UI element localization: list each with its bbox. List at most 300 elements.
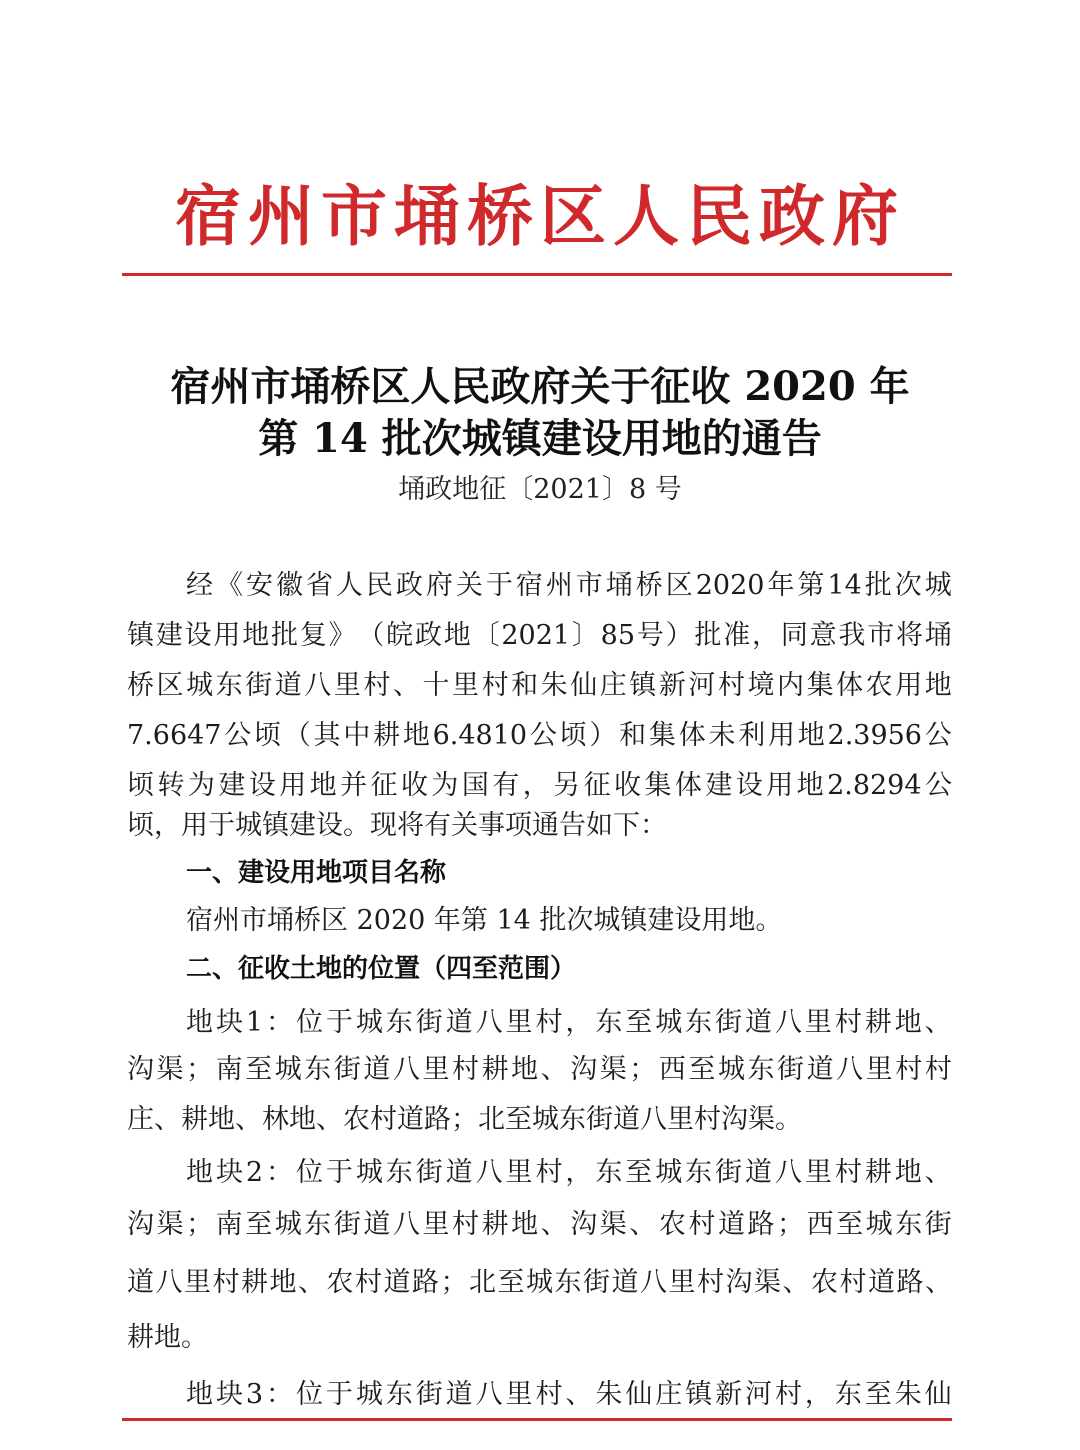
glyph: 西	[806, 1209, 834, 1240]
glyph: 庄	[599, 670, 627, 701]
glyph: 农	[865, 670, 893, 701]
glyph: 八	[475, 1379, 503, 1410]
glyph: 至	[688, 1054, 716, 1085]
glyph: 街	[415, 1007, 443, 1038]
glyph: 、	[298, 1267, 325, 1298]
glyph: ；	[440, 1267, 468, 1298]
document-title-line-2: 第 14 批次城镇建设用地的通告	[258, 415, 822, 462]
paragraph-line	[186, 568, 952, 604]
glyph: 《	[215, 570, 243, 601]
glyph: 城	[865, 1209, 893, 1240]
glyph: 收	[614, 770, 641, 801]
glyph: 渠	[754, 1267, 781, 1298]
glyph: 境	[747, 670, 775, 701]
glyph: 仙	[570, 670, 598, 701]
glyph: 体	[678, 720, 706, 751]
glyph: 公	[224, 720, 252, 751]
glyph: 准	[723, 620, 751, 651]
glyph: 村	[697, 1267, 724, 1298]
glyph: 八	[836, 1054, 864, 1085]
glyph: 埇	[605, 570, 633, 601]
glyph: 至	[836, 1209, 864, 1240]
glyph: 街	[777, 1054, 805, 1085]
glyph: ，	[522, 770, 550, 801]
glyph: 2.3956	[827, 720, 922, 751]
glyph: 3	[245, 1379, 264, 1410]
glyph: 里	[505, 1379, 533, 1410]
glyph: 、	[782, 1267, 810, 1298]
glyph: 号	[636, 620, 664, 651]
glyph: 朱	[894, 1379, 922, 1410]
glyph: 桥	[127, 670, 154, 701]
glyph: 沟	[570, 1209, 598, 1240]
glyph: 路	[896, 1267, 924, 1298]
glyph: 街	[583, 1267, 610, 1298]
glyph: 位	[295, 1157, 323, 1188]
glyph: 城	[526, 1267, 553, 1298]
glyph: 八	[774, 1007, 802, 1038]
glyph: 用	[213, 620, 241, 651]
glyph: 地	[186, 1007, 213, 1038]
glyph: 集	[648, 720, 676, 751]
glyph: 用	[767, 720, 795, 751]
glyph: 南	[215, 1209, 243, 1240]
glyph: 地	[443, 620, 471, 651]
glyph: 仙	[625, 1379, 653, 1410]
glyph: 城	[186, 670, 214, 701]
glyph: 渠	[156, 1209, 184, 1240]
glyph: ；	[777, 1209, 805, 1240]
glyph: 农	[326, 1267, 354, 1298]
glyph: 地	[269, 1267, 297, 1298]
letterhead-red-rule	[122, 273, 952, 276]
glyph: （	[357, 620, 385, 651]
glyph: 位	[295, 1007, 323, 1038]
glyph: 、	[629, 1209, 657, 1240]
glyph: 道	[363, 1054, 391, 1085]
glyph: 顷	[254, 720, 282, 751]
glyph: 国	[461, 770, 489, 801]
glyph: 东	[595, 1157, 623, 1188]
glyph: 东	[215, 670, 243, 701]
glyph: 于	[325, 1379, 353, 1410]
glyph: 至	[864, 1379, 892, 1410]
glyph: 利	[738, 720, 766, 751]
glyph: 公	[529, 720, 557, 751]
glyph: 征	[583, 770, 611, 801]
glyph: 中	[343, 720, 371, 751]
glyph: 里	[505, 1007, 533, 1038]
glyph: 农	[658, 1209, 686, 1240]
glyph: ：	[266, 1157, 293, 1188]
glyph: 河	[745, 1379, 772, 1410]
glyph: ）	[589, 720, 617, 751]
glyph: 内	[777, 670, 805, 701]
glyph: 十	[422, 670, 450, 701]
glyph: 耕	[864, 1007, 892, 1038]
glyph: 村	[481, 670, 509, 701]
glyph: 八	[640, 1267, 667, 1298]
glyph: 复	[299, 620, 327, 651]
glyph: 85	[600, 620, 636, 651]
glyph: ，	[565, 1007, 593, 1038]
glyph: 用	[279, 770, 307, 801]
glyph: 有	[492, 770, 520, 801]
glyph: 八	[475, 1007, 503, 1038]
glyph: 公	[924, 720, 952, 751]
section-heading-2: 二、征收土地的位置（四至范围）	[186, 954, 577, 984]
glyph: 路	[412, 1267, 439, 1298]
glyph: 、	[392, 670, 420, 701]
glyph: 建	[218, 770, 246, 801]
glyph: 里	[865, 1054, 893, 1085]
glyph: 路	[747, 1209, 775, 1240]
glyph: 里	[333, 670, 361, 701]
glyph: 村	[535, 1157, 563, 1188]
glyph: 政	[414, 620, 442, 651]
glyph: 用	[766, 770, 794, 801]
glyph: 批	[694, 620, 722, 651]
glyph: 为	[187, 770, 215, 801]
glyph: 地	[402, 720, 430, 751]
glyph: 将	[896, 620, 923, 651]
paragraph-line	[127, 618, 952, 654]
glyph: 用	[895, 670, 923, 701]
glyph: 村	[839, 1267, 867, 1298]
glyph: 街	[924, 1209, 952, 1240]
glyph: 2021	[501, 620, 571, 651]
glyph: 位	[295, 1379, 323, 1410]
glyph: 顷	[127, 770, 154, 801]
glyph: ；	[186, 1209, 214, 1240]
glyph: 耕	[241, 1267, 268, 1298]
glyph: 意	[809, 620, 837, 651]
glyph: 道	[445, 1379, 473, 1410]
plot-3-line	[186, 1377, 952, 1413]
paragraph-line	[127, 718, 952, 754]
glyph: 农	[811, 1267, 838, 1298]
glyph: 同	[780, 620, 808, 651]
glyph: 东	[554, 1267, 582, 1298]
glyph: 地	[186, 1157, 213, 1188]
plot-2-line	[127, 1207, 952, 1243]
glyph: 埇	[924, 620, 952, 651]
glyph: 村	[895, 1054, 923, 1085]
glyph: 地	[894, 1007, 922, 1038]
glyph: 村	[452, 1209, 480, 1240]
paragraph-line-last: 顷，用于城镇建设。现将有关事项通告如下：	[127, 810, 667, 841]
glyph: 城	[655, 1007, 683, 1038]
glyph: 建	[155, 620, 183, 651]
glyph: 西	[658, 1054, 686, 1085]
section-heading-1: 一、建设用地项目名称	[186, 858, 447, 888]
plot-2-line-last: 耕地。	[127, 1322, 208, 1353]
glyph: 地	[511, 1054, 539, 1085]
glyph: 东	[385, 1379, 413, 1410]
glyph: 八	[475, 1157, 503, 1188]
glyph: 人	[335, 570, 363, 601]
glyph: 街	[245, 670, 273, 701]
glyph: 批	[270, 620, 298, 651]
glyph: 顷	[559, 720, 587, 751]
glyph: 沟	[127, 1054, 154, 1085]
glyph: 朱	[540, 670, 568, 701]
glyph: 道	[717, 1209, 745, 1240]
glyph: 村	[355, 1267, 382, 1298]
glyph: 、	[565, 1379, 593, 1410]
glyph: 于	[325, 1007, 353, 1038]
glyph: 道	[363, 1209, 391, 1240]
glyph: 新	[658, 670, 686, 701]
glyph: 东	[385, 1007, 413, 1038]
glyph: 设	[248, 770, 276, 801]
glyph: 2.8294	[827, 770, 922, 801]
glyph: 我	[838, 620, 866, 651]
glyph: 集	[806, 670, 834, 701]
glyph: 另	[553, 770, 581, 801]
glyph: 东	[304, 1209, 332, 1240]
glyph: ，	[804, 1379, 832, 1410]
glyph: 、	[925, 1267, 952, 1298]
glyph: 沟	[127, 1209, 154, 1240]
glyph: 安	[245, 570, 273, 601]
glyph: 桥	[635, 570, 663, 601]
glyph: 地	[242, 620, 270, 651]
glyph: 道	[868, 1267, 895, 1298]
glyph: 关	[455, 570, 483, 601]
glyph: ：	[266, 1379, 293, 1410]
glyph: 至	[625, 1007, 653, 1038]
glyph: 村	[535, 1007, 563, 1038]
glyph: 城	[355, 1007, 383, 1038]
glyph: 道	[745, 1157, 772, 1188]
glyph: 城	[717, 1054, 745, 1085]
glyph: 至	[245, 1054, 273, 1085]
glyph: 里	[422, 1209, 450, 1240]
glyph: 北	[469, 1267, 496, 1298]
glyph: 、	[924, 1007, 952, 1038]
glyph: 里	[184, 1267, 211, 1298]
document-title-line-1: 宿州市埇桥区人民政府关于征收 2020 年	[170, 363, 910, 410]
glyph: 区	[156, 670, 184, 701]
glyph: 村	[452, 1054, 480, 1085]
glyph: 州	[545, 570, 573, 601]
glyph: 道	[611, 1267, 639, 1298]
glyph: 村	[363, 670, 391, 701]
glyph: 地	[797, 720, 825, 751]
glyph: 皖	[386, 620, 414, 651]
glyph: 街	[715, 1157, 743, 1188]
glyph: 村	[535, 1379, 563, 1410]
glyph: 未	[708, 720, 736, 751]
glyph: 、	[924, 1157, 952, 1188]
glyph: 至	[625, 1157, 653, 1188]
glyph: 宿	[515, 570, 543, 601]
glyph: 、	[540, 1209, 568, 1240]
glyph: 耕	[481, 1209, 509, 1240]
glyph: 街	[333, 1054, 361, 1085]
glyph: 道	[445, 1157, 473, 1188]
glyph: 耕	[481, 1054, 509, 1085]
glyph: 东	[685, 1007, 713, 1038]
glyph: 地	[511, 1209, 539, 1240]
plot-1-line	[186, 1005, 952, 1041]
glyph: ；	[186, 1054, 214, 1085]
glyph: 和	[619, 720, 647, 751]
glyph: 河	[688, 670, 716, 701]
glyph: 里	[452, 670, 480, 701]
glyph: 沟	[570, 1054, 598, 1085]
glyph: 道	[274, 670, 302, 701]
glyph: 和	[511, 670, 539, 701]
glyph: 2020	[695, 570, 765, 601]
glyph: 城	[274, 1209, 302, 1240]
glyph: 街	[715, 1007, 743, 1038]
glyph: 于	[485, 570, 513, 601]
glyph: 镇	[127, 620, 154, 651]
glyph: 里	[804, 1157, 832, 1188]
glyph: 仙	[924, 1379, 952, 1410]
paragraph-line	[127, 768, 952, 804]
glyph: 块	[215, 1379, 243, 1410]
glyph: 街	[415, 1379, 443, 1410]
glyph: 道	[806, 1054, 834, 1085]
glyph: 转	[157, 770, 185, 801]
glyph: 道	[383, 1267, 411, 1298]
letterhead-title: 宿州市埇桥区人民政府	[175, 177, 905, 255]
glyph: 村	[834, 1007, 862, 1038]
glyph: 渠	[599, 1054, 627, 1085]
glyph: 渠	[599, 1209, 627, 1240]
glyph: 为	[431, 770, 459, 801]
glyph: 城	[355, 1157, 383, 1188]
plot-2-line	[127, 1265, 952, 1301]
glyph: 地	[309, 770, 337, 801]
glyph: 2	[245, 1157, 264, 1188]
glyph: 南	[215, 1054, 243, 1085]
glyph: 东	[747, 1054, 775, 1085]
glyph: 设	[735, 770, 763, 801]
glyph: 八	[392, 1054, 420, 1085]
glyph: 村	[717, 670, 745, 701]
glyph: 〔	[472, 620, 500, 651]
glyph: 街	[415, 1157, 443, 1188]
glyph: 道	[745, 1007, 772, 1038]
document-number: 埇政地征〔2021〕8 号	[398, 474, 682, 505]
glyph: 道	[445, 1007, 473, 1038]
glyph: 村	[774, 1379, 802, 1410]
glyph: 块	[215, 1007, 243, 1038]
glyph: 镇	[685, 1379, 713, 1410]
glyph: 》	[328, 620, 356, 651]
glyph: 集	[644, 770, 672, 801]
glyph: 地	[796, 770, 824, 801]
glyph: 东	[304, 1054, 332, 1085]
glyph: 体	[836, 670, 864, 701]
footer-red-rule	[122, 1418, 952, 1421]
glyph: 沟	[725, 1267, 753, 1298]
glyph: 收	[400, 770, 428, 801]
glyph: 〕	[571, 620, 599, 651]
glyph: 市	[867, 620, 895, 651]
glyph: 庄	[655, 1379, 683, 1410]
glyph: 村	[688, 1209, 716, 1240]
glyph: ）	[665, 620, 693, 651]
glyph: 东	[895, 1209, 923, 1240]
glyph: 其	[313, 720, 341, 751]
glyph: 八	[155, 1267, 183, 1298]
glyph: 东	[685, 1157, 713, 1188]
glyph: 耕	[864, 1157, 892, 1188]
glyph: 1	[245, 1007, 264, 1038]
paragraph-line	[127, 668, 952, 704]
glyph: 、	[540, 1054, 568, 1085]
glyph: ；	[629, 1054, 657, 1085]
glyph: 徽	[275, 570, 303, 601]
glyph: 街	[333, 1209, 361, 1240]
glyph: 里	[505, 1157, 533, 1188]
glyph: 八	[304, 670, 332, 701]
glyph: 村	[212, 1267, 240, 1298]
glyph: 城	[924, 570, 952, 601]
glyph: 村	[834, 1157, 862, 1188]
glyph: 城	[355, 1379, 383, 1410]
glyph: 经	[186, 570, 213, 601]
plot-2-line	[186, 1155, 952, 1191]
plot-1-line	[127, 1052, 952, 1088]
glyph: 年	[767, 570, 795, 601]
glyph: 东	[595, 1007, 623, 1038]
glyph: 里	[668, 1267, 696, 1298]
glyph: ：	[266, 1007, 293, 1038]
glyph: 区	[665, 570, 693, 601]
glyph: 至	[245, 1209, 273, 1240]
glyph: 耕	[373, 720, 401, 751]
glyph: 府	[425, 570, 453, 601]
glyph: 批	[864, 570, 892, 601]
glyph: 政	[395, 570, 423, 601]
glyph: 里	[804, 1007, 832, 1038]
glyph: 体	[674, 770, 702, 801]
glyph: 14	[827, 570, 862, 601]
glyph: 地	[924, 670, 952, 701]
glyph: 并	[340, 770, 368, 801]
glyph: 镇	[629, 670, 657, 701]
glyph: 省	[305, 570, 333, 601]
glyph: 公	[924, 770, 952, 801]
glyph: 地	[186, 1379, 213, 1410]
glyph: 地	[894, 1157, 922, 1188]
glyph: 朱	[595, 1379, 623, 1410]
glyph: ，	[565, 1157, 593, 1188]
project-name-text: 宿州市埇桥区 2020 年第 14 批次城镇建设用地。	[186, 905, 783, 936]
glyph: 东	[385, 1157, 413, 1188]
glyph: 新	[715, 1379, 743, 1410]
glyph: 市	[575, 570, 603, 601]
glyph: （	[283, 720, 311, 751]
glyph: 至	[497, 1267, 525, 1298]
glyph: 块	[215, 1157, 243, 1188]
glyph: 东	[834, 1379, 862, 1410]
glyph: 民	[365, 570, 393, 601]
glyph: 6.4810	[432, 720, 528, 751]
glyph: 7.6647	[127, 720, 222, 751]
glyph: ，	[752, 620, 780, 651]
glyph: 于	[325, 1157, 353, 1188]
glyph: 渠	[156, 1054, 184, 1085]
glyph: 征	[370, 770, 398, 801]
glyph: 道	[127, 1267, 154, 1298]
